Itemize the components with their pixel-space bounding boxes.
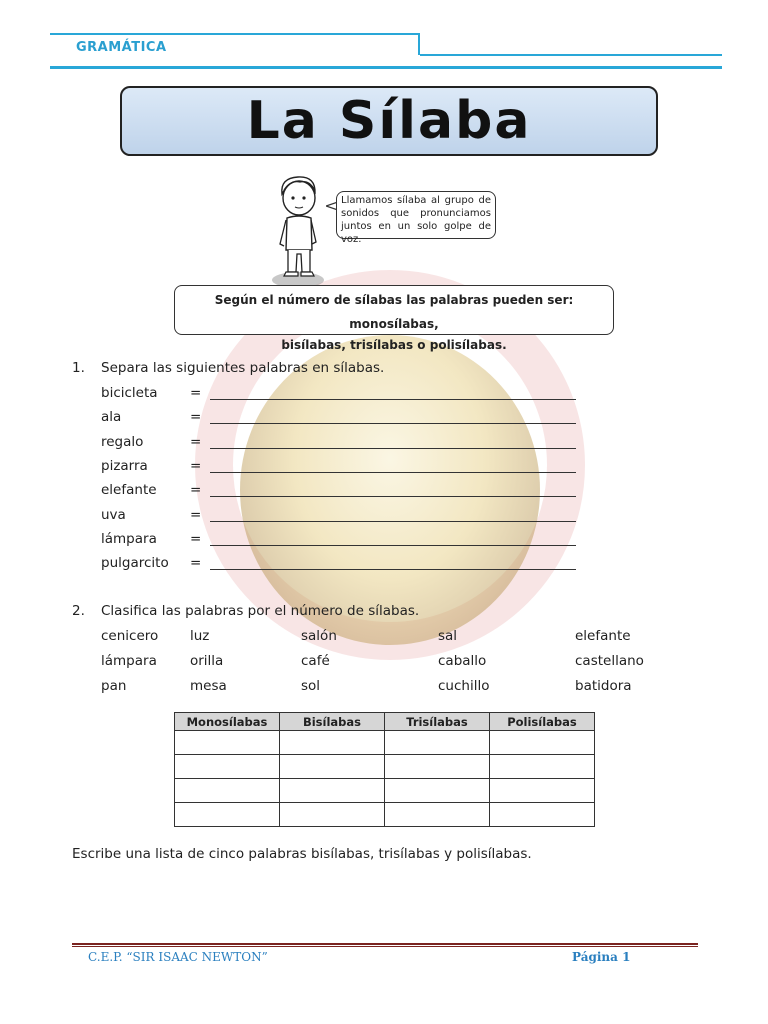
word-to-classify: lámpara xyxy=(101,653,157,669)
footer-rule xyxy=(72,943,698,945)
exercise-1-word: uva xyxy=(101,506,126,523)
table-header-row xyxy=(175,713,595,731)
answer-cell[interactable] xyxy=(280,755,385,779)
word-to-classify: castellano xyxy=(575,653,644,669)
table-row xyxy=(175,731,595,755)
answer-cell[interactable] xyxy=(385,731,490,755)
header-right-line xyxy=(420,54,722,56)
answer-cell[interactable] xyxy=(385,803,490,827)
info-box xyxy=(174,285,614,352)
word-to-classify: café xyxy=(301,653,330,669)
word-to-classify: orilla xyxy=(190,653,224,669)
footer-rule-thin xyxy=(72,946,698,947)
word-to-classify: sal xyxy=(438,628,458,644)
word-to-classify: salón xyxy=(301,628,337,644)
table-row xyxy=(175,779,595,803)
word-to-classify: caballo xyxy=(438,653,487,669)
info-line-2: bisílabas, trisílabas o polisílabas. xyxy=(281,338,507,352)
header-trisilabas: Trisílabas xyxy=(385,713,490,731)
answer-cell[interactable] xyxy=(280,779,385,803)
header-underline xyxy=(50,66,722,69)
info-line-1: Según el número de sílabas las palabras pueden ser: monosílabas, xyxy=(214,293,574,331)
title-banner xyxy=(120,86,658,156)
page-title: La Sílaba xyxy=(246,91,532,151)
answer-cell[interactable] xyxy=(490,755,595,779)
header-bisilabas: Bisílabas xyxy=(280,713,385,731)
answer-blank[interactable] xyxy=(210,448,576,449)
answer-cell[interactable] xyxy=(490,803,595,827)
word-to-classify: sol xyxy=(301,678,321,694)
exercise-1-word: elefante xyxy=(101,482,157,499)
answer-cell[interactable] xyxy=(175,803,280,827)
answer-cell[interactable] xyxy=(280,803,385,827)
equals-sign: = xyxy=(190,506,202,523)
header-tab-divider xyxy=(418,33,420,55)
boy-illustration-icon xyxy=(268,172,338,290)
header-polisilabas: Polisílabas xyxy=(490,713,595,731)
exercise-1-word: lámpara xyxy=(101,530,157,547)
section-title: GRAMÁTICA xyxy=(76,40,167,55)
answer-cell[interactable] xyxy=(175,779,280,803)
equals-sign: = xyxy=(190,409,202,426)
classification-table xyxy=(174,712,595,827)
exercise-1-word: regalo xyxy=(101,433,144,450)
answer-cell[interactable] xyxy=(490,779,595,803)
answer-cell[interactable] xyxy=(385,755,490,779)
answer-cell[interactable] xyxy=(175,755,280,779)
answer-blank[interactable] xyxy=(210,569,576,570)
equals-sign: = xyxy=(190,385,202,401)
exercise-1-word: bicicleta xyxy=(101,385,158,401)
header-monosilabas: Monosílabas xyxy=(175,713,280,731)
answer-blank[interactable] xyxy=(210,423,576,424)
answer-cell[interactable] xyxy=(385,779,490,803)
exercise-1-word: ala xyxy=(101,409,122,426)
word-to-classify: cuchillo xyxy=(438,678,490,694)
footer-page-number: Página 1 xyxy=(572,950,631,964)
word-to-classify: batidora xyxy=(575,678,632,694)
table-row xyxy=(175,803,595,827)
word-to-classify: mesa xyxy=(190,678,227,694)
equals-sign: = xyxy=(190,555,202,572)
answer-blank[interactable] xyxy=(210,472,576,473)
exercise-2-instruction: Clasifica las palabras por el número de sílabas. xyxy=(101,603,420,619)
word-to-classify: elefante xyxy=(575,628,631,644)
word-to-classify: pan xyxy=(101,678,127,694)
speech-bubble: Llamamos sílaba al grupo de sonidos que pronunciamos juntos en un solo golpe de voz. xyxy=(336,191,496,239)
answer-cell[interactable] xyxy=(490,731,595,755)
exercise-1-word: pizarra xyxy=(101,457,148,474)
answer-blank[interactable] xyxy=(210,545,576,546)
exercise-1-number: 1. xyxy=(72,360,85,376)
watermark-portrait xyxy=(240,335,540,645)
table-row xyxy=(175,755,595,779)
answer-blank[interactable] xyxy=(210,521,576,522)
answer-cell[interactable] xyxy=(280,731,385,755)
footer-school: C.E.P. “SIR ISAAC NEWTON” xyxy=(88,950,268,964)
equals-sign: = xyxy=(190,530,202,547)
answer-blank[interactable] xyxy=(210,399,576,400)
equals-sign: = xyxy=(190,457,202,474)
answer-cell[interactable] xyxy=(175,731,280,755)
header-tab-line xyxy=(50,33,420,35)
exercise-1-instruction: Separa las siguientes palabras en sílabas. xyxy=(101,360,385,376)
exercise-3-instruction: Escribe una lista de cinco palabras bisílabas, trisílabas y polisílabas. xyxy=(72,846,532,862)
exercise-2-number: 2. xyxy=(72,603,85,619)
word-to-classify: cenicero xyxy=(101,628,159,644)
answer-blank[interactable] xyxy=(210,496,576,497)
exercise-1-word: pulgarcito xyxy=(101,555,169,572)
word-to-classify: luz xyxy=(190,628,210,644)
equals-sign: = xyxy=(190,482,202,499)
equals-sign: = xyxy=(190,433,202,450)
